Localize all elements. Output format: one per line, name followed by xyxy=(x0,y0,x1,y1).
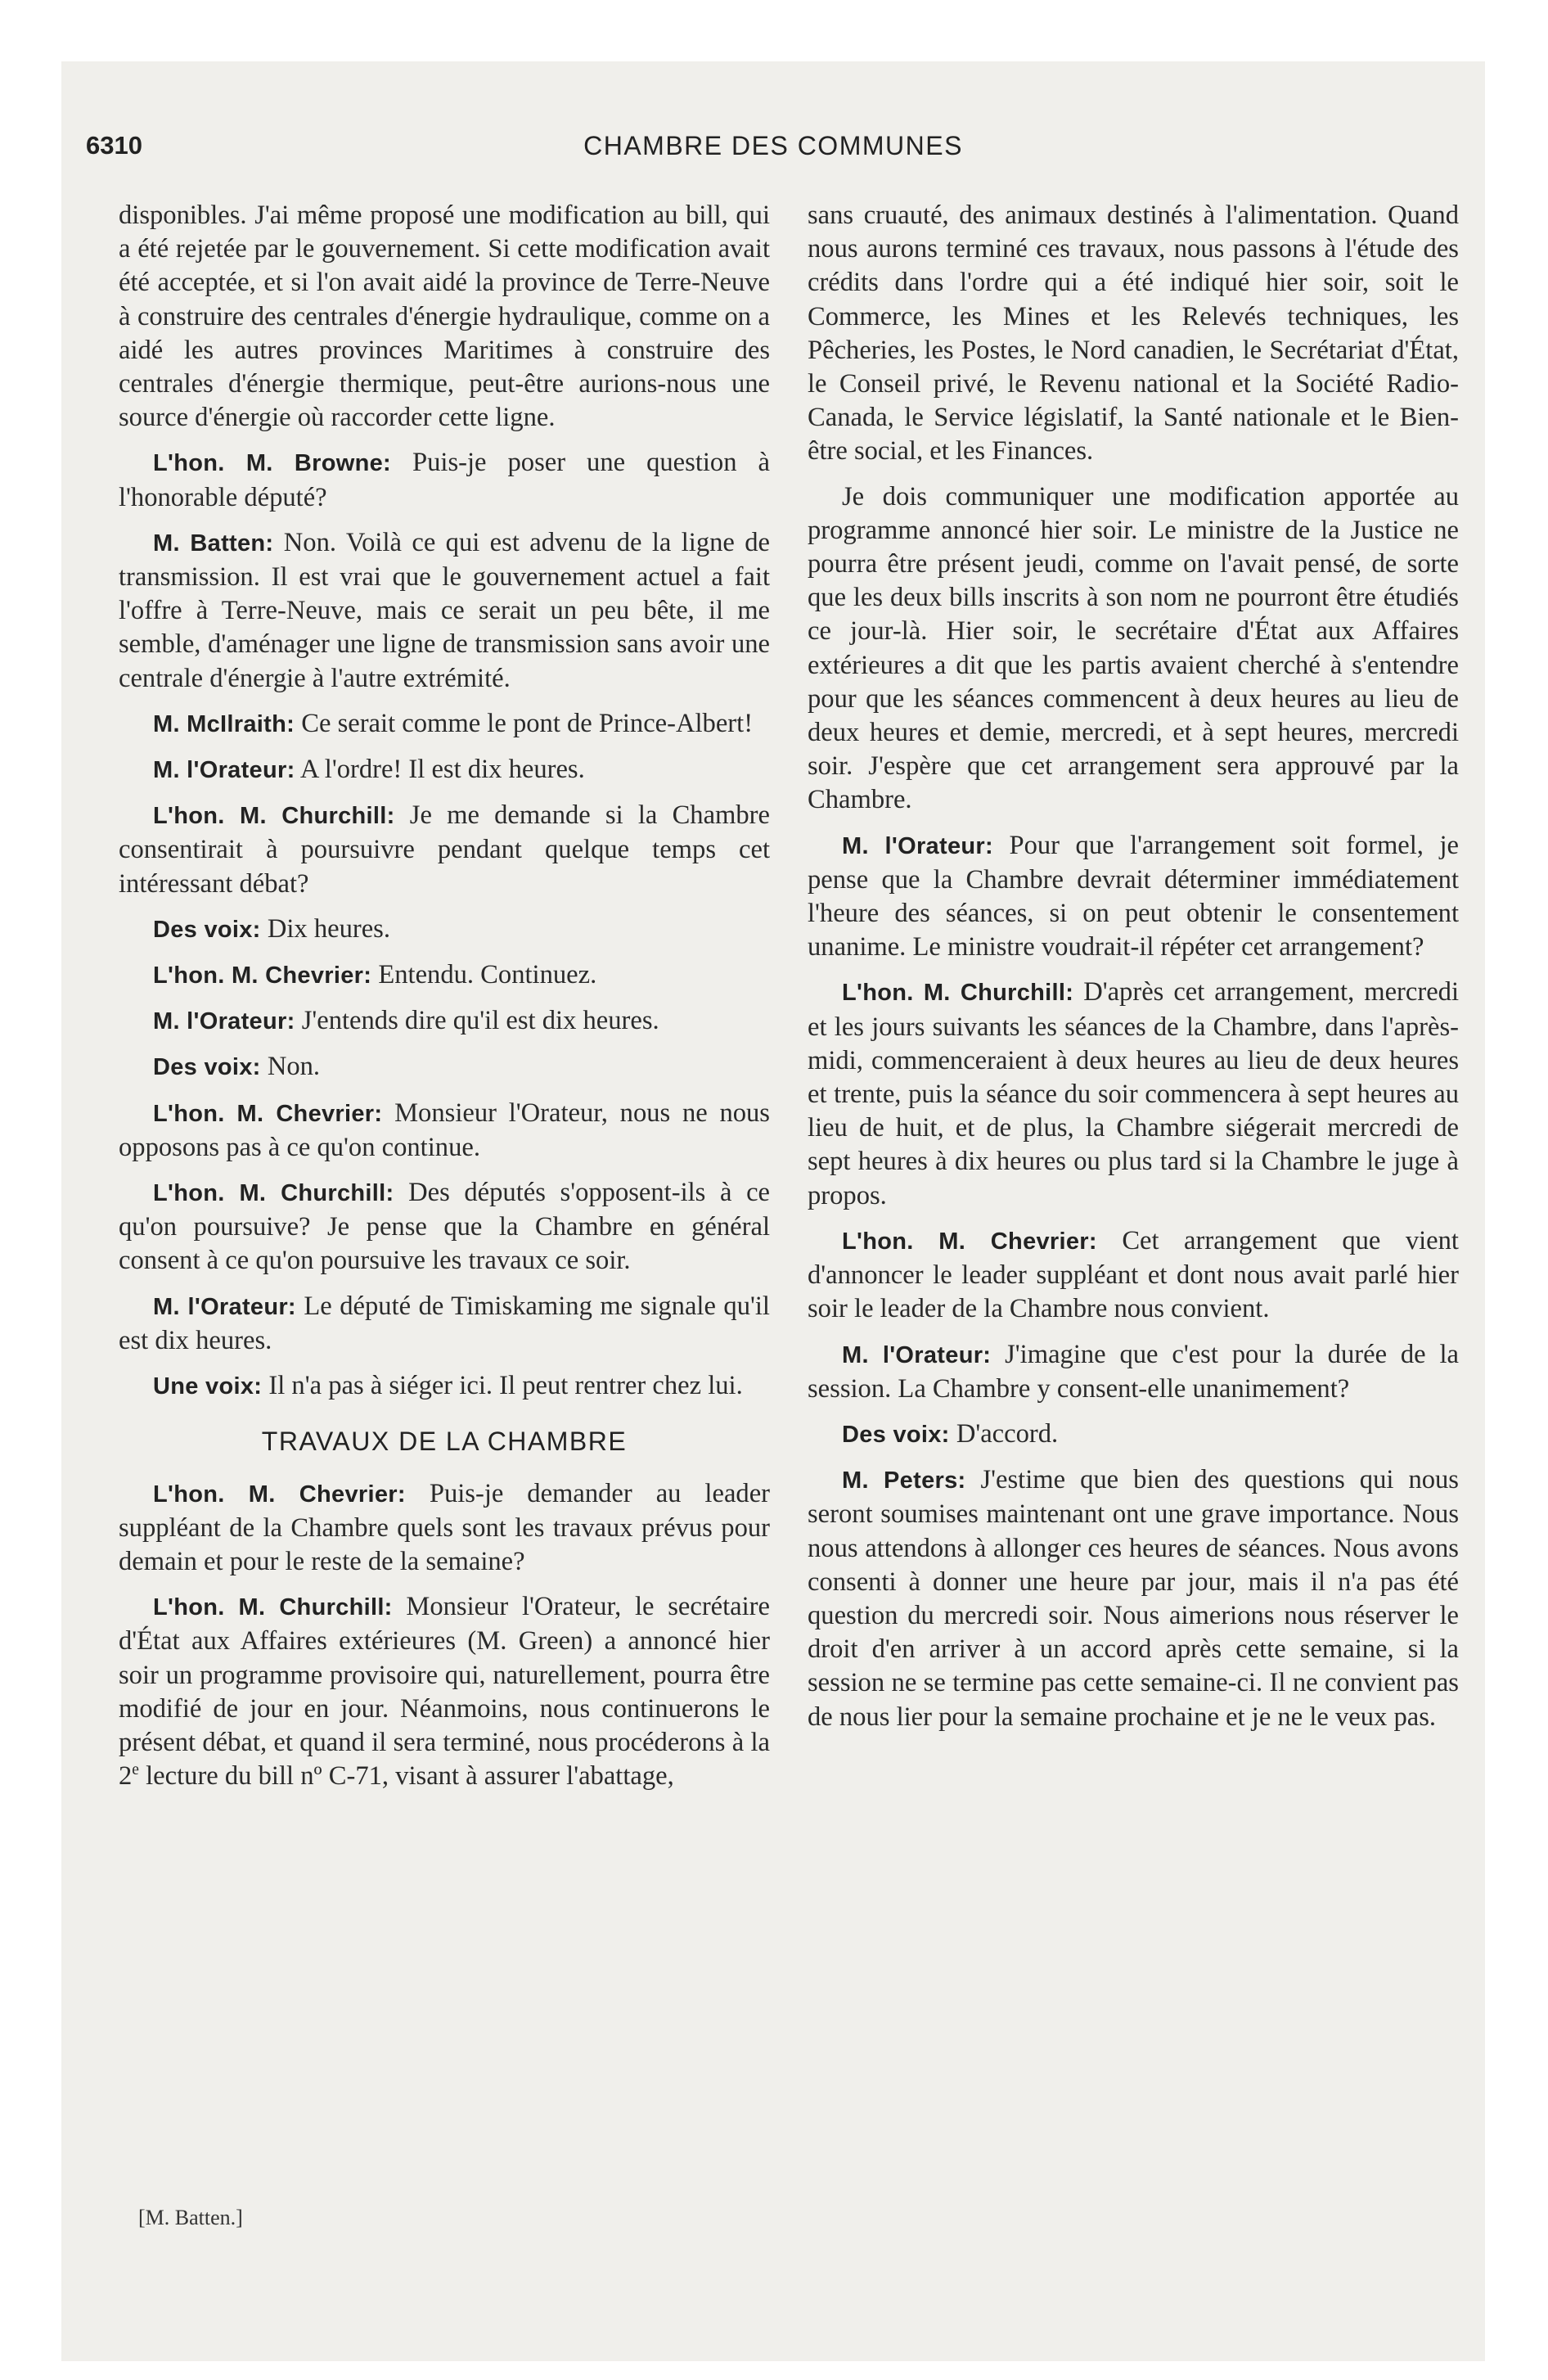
speaker-name: L'hon. M. Chevrier: xyxy=(153,1481,406,1508)
speaker-name: M. l'Orateur: xyxy=(842,1341,992,1368)
paragraph xyxy=(808,1463,1459,1734)
speech-text: A l'ordre! Il est dix heures. xyxy=(299,755,585,785)
speech-text: Je me demande si la Chambre consentirait à poursuivre pendant quelque temps cet intéressant débat? xyxy=(119,800,770,899)
paragraph xyxy=(119,1176,770,1278)
paragraph xyxy=(119,799,770,901)
paragraph xyxy=(119,526,770,696)
paragraph xyxy=(808,1224,1459,1327)
speaker-name: L'hon. M. Churchill: xyxy=(153,1594,393,1621)
paragraph xyxy=(119,913,770,947)
speech-text: Entendu. Continuez. xyxy=(378,960,597,990)
paragraph xyxy=(119,1290,770,1358)
speech-text: Cet arrangement que vient d'annoncer le leader suppléant et dont nous avait parlé hier soir le leader de la Chambre nous convient. xyxy=(808,1225,1459,1324)
speaker-name: M. McIlraith: xyxy=(153,710,295,737)
right-column xyxy=(808,199,1459,1746)
speaker-name: Des voix: xyxy=(153,916,261,943)
page-number: 6310 xyxy=(86,131,142,160)
paragraph xyxy=(119,1477,770,1580)
paragraph xyxy=(119,1097,770,1165)
speech-text: Ce serait comme le pont de Prince-Albert! xyxy=(301,708,754,738)
speech-text: Le député de Timiskaming me signale qu'il est dix heures. xyxy=(119,1291,770,1355)
paragraph xyxy=(808,1338,1459,1406)
speaker-name: L'hon. M. Chevrier: xyxy=(153,962,372,989)
paragraph: disponibles. J'ai même proposé une modification au bill, qui a été rejetée par le gouvernement. Si cette modification avait été acceptée, et si l'on avait aidé la province de Terre-Neuve à construire des centrales d'énergie hydraulique, comme on a aidé les autres provinces Maritimes à construire des centrales d'énergie thermique, peut-être aurions-nous une source d'énergie où raccorder cette ligne. xyxy=(119,201,770,433)
speech-text: J'entends dire qu'il est dix heures. xyxy=(301,1006,659,1036)
speech-text: Non. xyxy=(267,1052,321,1082)
paragraph xyxy=(808,976,1459,1212)
paragraph xyxy=(119,1050,770,1084)
paragraph xyxy=(119,753,770,787)
speech-text: Puis-je demander au leader suppléant de la Chambre quels sont les travaux prévus pour demain et pour le reste de la semaine? xyxy=(119,1478,771,1576)
left-column xyxy=(119,199,770,1805)
footer-speaker-note: [M. Batten.] xyxy=(138,2206,243,2229)
speaker-name: M. Batten: xyxy=(153,530,274,557)
running-title: CHAMBRE DES COMMUNES xyxy=(583,131,963,160)
speaker-name: Des voix: xyxy=(153,1054,261,1081)
speaker-name: Une voix: xyxy=(153,1373,263,1400)
speaker-name: L'hon. M. Churchill: xyxy=(153,1180,394,1207)
speech-text: Non. Voilà ce qui est advenu de la ligne de transmission. Il est vrai que le gouvernement actuel a fait l'offre à Terre-Neuve, mais ce serait un peu bête, il me semble, d'aménager une ligne de transmission sans avoir une centrale d'énergie à l'autre extrémité. xyxy=(119,527,770,693)
speaker-name: M. l'Orateur: xyxy=(153,1293,296,1320)
speech-text: J'estime que bien des questions qui nous seront soumises maintenant ont une grave importance. Nous nous attendons à allonger ces heures de séances. Nous avons consenti à donner une heure par jour, mais il n'a pas été question du mercredi soir. Nous aimerions nous réserver le droit d'en arriver à un accord après cette semaine, si la session ne se termine pas cette semaine-ci. Il ne convient pas de nous lier pour la semaine prochaine et je ne le veux pas. xyxy=(808,1465,1459,1732)
speaker-name: L'hon. M. Churchill: xyxy=(842,980,1074,1007)
paragraph xyxy=(808,829,1459,965)
speech-text: D'accord. xyxy=(956,1418,1059,1449)
paragraph xyxy=(119,1004,770,1039)
paragraph xyxy=(119,1590,770,1793)
paragraph xyxy=(119,446,770,514)
speech-text: Pour que l'arrangement soit formel, je pense que la Chambre devrait déterminer immédiatement l'heure des séances, si on peut obtenir le consentement unanime. Le ministre voudrait-il répéter cet arrangement? xyxy=(808,830,1459,962)
paragraph: Je dois communiquer une modification apportée au programme annoncé hier soir. Le ministre de la Justice ne pourra être présent jeudi, comme on l'avait pensé, de sorte que les deux bills inscrits à son nom ne pourront être étudiés ce jour-là. Hier soir, le secrétaire d'État aux Affaires extérieures a dit que les partis avaient cherché à s'entendre pour que les séances commencent à deux heures au lieu de deux heures et demie, mercredi, et à sept heures, mercredi soir. J'espère que cet arrangement sera approuvé par la Chambre. xyxy=(808,481,1459,815)
speaker-name: M. l'Orateur: xyxy=(153,757,295,784)
speaker-name: L'hon. M. Churchill: xyxy=(153,803,395,830)
speaker-name: M. l'Orateur: xyxy=(842,832,993,859)
paragraph xyxy=(119,958,770,993)
speech-text: Des députés s'opposent-ils à ce qu'on poursuive? Je pense que la Chambre en général consent à ce qu'on poursuive les travaux ce soir. xyxy=(119,1178,770,1276)
paragraph xyxy=(119,1369,770,1404)
speech-text: J'imagine que c'est pour la durée de la session. La Chambre y consent-elle unanimement? xyxy=(808,1339,1459,1404)
speaker-name: M. l'Orateur: xyxy=(153,1008,295,1035)
page-header xyxy=(61,131,1485,172)
superscript: e xyxy=(132,1761,139,1779)
speaker-name: Des voix: xyxy=(842,1421,950,1448)
speaker-name: L'hon. M. Chevrier: xyxy=(153,1100,383,1127)
speech-text: D'après cet arrangement, mercredi et les jours suivants les séances de la Chambre, dans l'après-midi, commenceraient à deux heures au lieu de deux heures et trente, puis la séance du soir commencera à sept heures au lieu de huit, et de plus, la Chambre siégerait mercredi de sept heures à dix heures ou plus tard si la Chambre le juge à propos. xyxy=(808,977,1460,1210)
page xyxy=(61,61,1485,2361)
paragraph xyxy=(808,1418,1459,1452)
speech-text: Monsieur l'Orateur, le secrétaire d'État aux Affaires extérieures (M. Green) a annoncé hier soir un programme provisoire qui, naturellement, pourra être modifié de jour en jour. Néanmoins, nous continuerons le présent débat, et quand il sera terminé, nous procéderons à la 2 xyxy=(119,1592,770,1792)
paragraph: sans cruauté, des animaux destinés à l'alimentation. Quand nous aurons terminé ces travaux, nous passons à l'étude des crédits dans l'ordre qui a été indiqué hier soir, soit le Commerce, les Mines et les Relevés techniques, les Pêcheries, les Postes, le Nord canadien, le Secrétariat d'État, le Conseil privé, le Revenu national et la Société Radio-Canada, le Service législatif, la Santé nationale et le Bien-être social, et les Finances. xyxy=(808,201,1459,467)
speech-text: Monsieur l'Orateur, nous ne nous opposons pas à ce qu'on continue. xyxy=(119,1098,770,1162)
speaker-name: M. Peters: xyxy=(842,1467,966,1494)
speech-text: Il n'a pas à siéger ici. Il peut rentrer chez lui. xyxy=(268,1371,743,1401)
speech-text: Dix heures. xyxy=(267,913,390,944)
speaker-name: L'hon. M. Chevrier: xyxy=(842,1228,1097,1255)
paragraph xyxy=(119,707,770,741)
speech-text: lecture du bill nº C-71, visant à assurer l'abattage, xyxy=(138,1761,674,1792)
speech-text: Puis-je poser une question à l'honorable député? xyxy=(119,448,770,512)
section-title: TRAVAUX DE LA CHAMBRE xyxy=(261,1427,628,1457)
speaker-name: L'hon. M. Browne: xyxy=(153,450,391,477)
